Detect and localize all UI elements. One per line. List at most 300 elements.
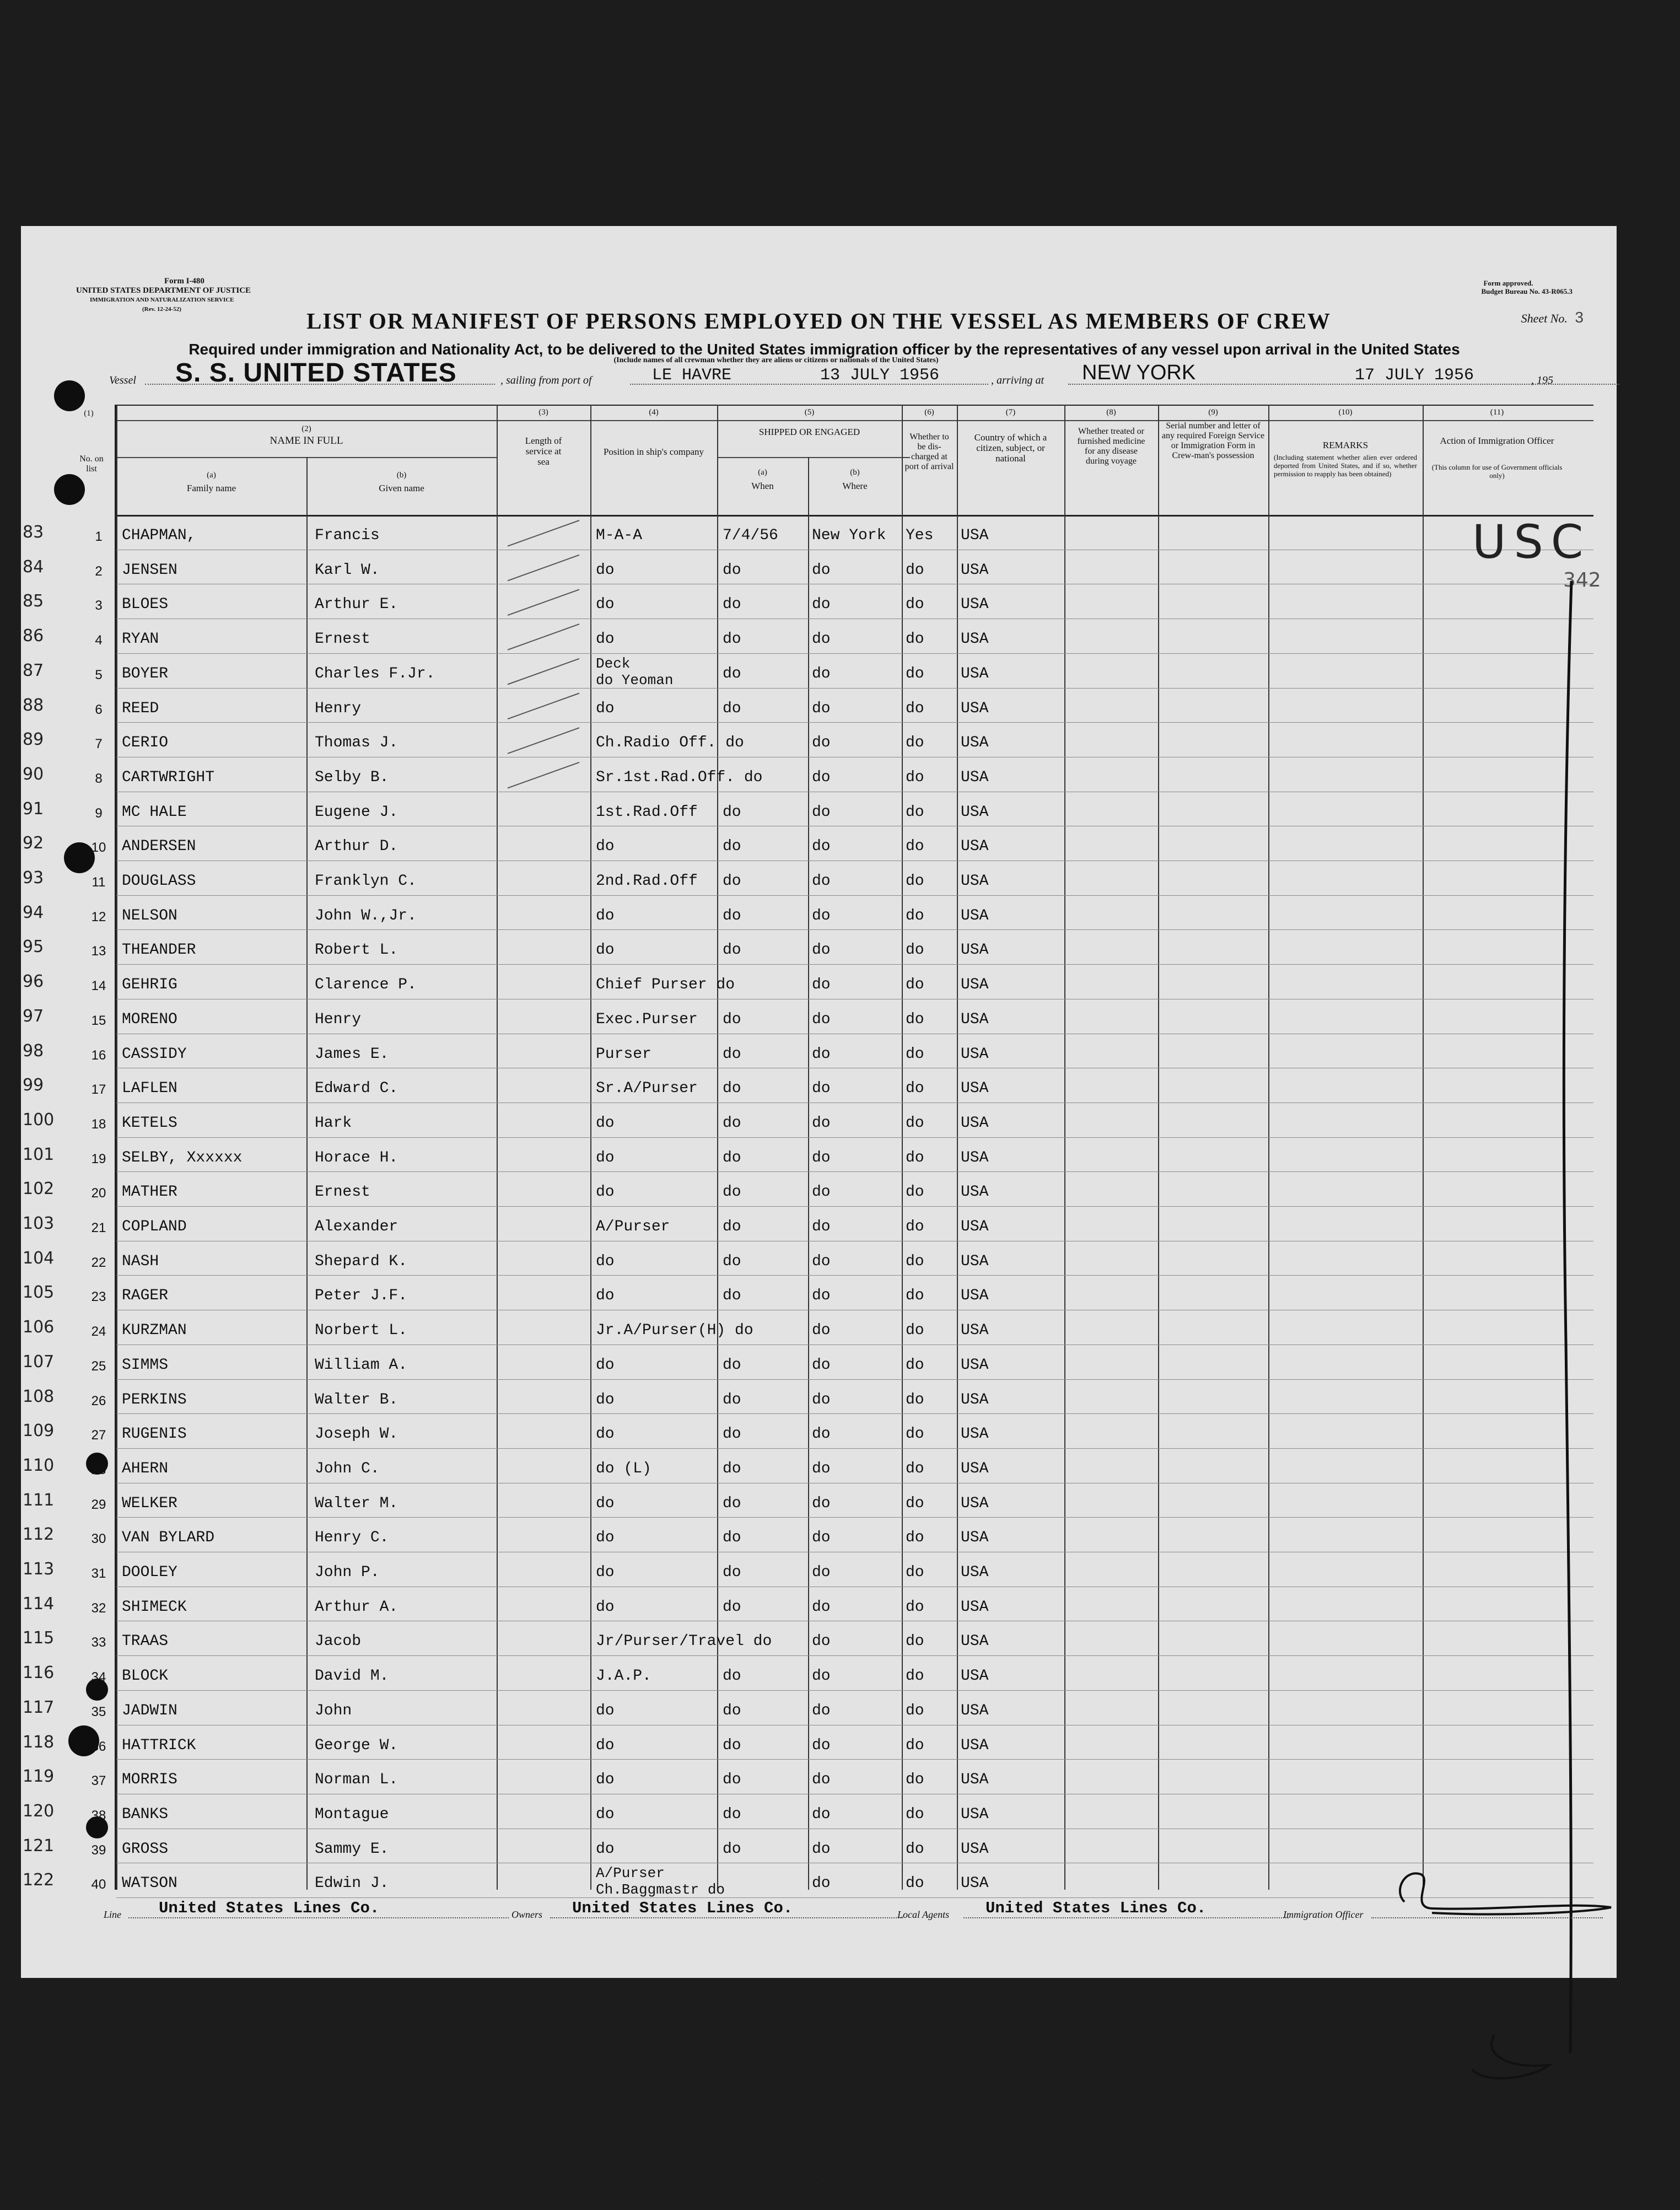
- col9-header: Serial number and letter of any required Foreign Service or Immigration Form in Crew-man's possession: [1161, 421, 1265, 460]
- cell-position: do: [596, 1252, 615, 1270]
- cell-country: USA: [961, 1010, 989, 1028]
- cell-given: Selby B.: [315, 768, 389, 786]
- cell-where: do: [812, 838, 831, 856]
- cell-position: do: [596, 1494, 615, 1512]
- col5b-number: (b): [850, 468, 860, 477]
- cell-no: 1: [95, 529, 103, 544]
- cell-where: do: [812, 976, 831, 994]
- approval-line-1: Form approved.: [1483, 279, 1533, 287]
- table-row: [23, 757, 1593, 792]
- cell-country: USA: [961, 1356, 989, 1374]
- cell-family: VAN BYLARD: [122, 1529, 215, 1547]
- cell-no: 10: [91, 840, 106, 856]
- table-row: [23, 1725, 1593, 1760]
- cell-given: Henry: [315, 1010, 362, 1028]
- date-to: 17 JULY 1956: [1355, 366, 1474, 385]
- col8-header: Whether treated or furnished medicine for any disease during voyage: [1077, 427, 1145, 466]
- cell-family: LAFLEN: [122, 1080, 177, 1098]
- cell-given: Norman L.: [315, 1771, 399, 1789]
- table-row: [23, 1552, 1593, 1587]
- cell-position: A/Purser: [596, 1218, 670, 1235]
- cell-given: Joseph W.: [315, 1426, 399, 1443]
- crew-table: [23, 405, 1601, 1899]
- cell-family: CERIO: [122, 734, 169, 752]
- cell-discharged: do: [906, 1564, 924, 1581]
- col2-header: NAME IN FULL: [270, 435, 343, 447]
- cell-when: do: [723, 1702, 741, 1719]
- cell-position: do: [596, 1184, 615, 1201]
- cell-margin: 122: [23, 1870, 55, 1890]
- cell-country: USA: [961, 561, 989, 579]
- cell-no: 18: [91, 1116, 106, 1132]
- cell-discharged: do: [906, 596, 924, 614]
- sheet-label: Sheet No.: [1521, 311, 1568, 325]
- cell-no: 15: [91, 1013, 106, 1028]
- cell-where: do: [812, 1771, 831, 1789]
- cell-position: do: [596, 1702, 615, 1719]
- cell-where: do: [812, 1702, 831, 1719]
- table-row: [23, 1517, 1593, 1552]
- col6-number: (6): [924, 408, 934, 417]
- cell-position: 2nd.Rad.Off: [596, 873, 698, 890]
- cell-given: Alexander: [315, 1218, 399, 1235]
- cell-position: Jr.A/Purser(H) do: [596, 1322, 753, 1340]
- cell-discharged: do: [906, 907, 924, 924]
- cell-country: USA: [961, 907, 989, 924]
- table-row: [23, 895, 1593, 930]
- col2b-number: (b): [396, 471, 407, 480]
- cell-country: USA: [961, 1564, 989, 1581]
- cell-where: do: [812, 1875, 831, 1892]
- cell-discharged: do: [906, 1426, 924, 1443]
- cell-no: 12: [91, 909, 106, 924]
- cell-no: 27: [91, 1428, 106, 1443]
- cell-given: James E.: [315, 1045, 389, 1063]
- cell-where: do: [812, 803, 831, 821]
- cell-family: TRAAS: [122, 1633, 169, 1650]
- cell-discharged: do: [906, 1494, 924, 1512]
- cell-position: Exec.Purser: [596, 1010, 698, 1028]
- cell-given: Montague: [315, 1805, 389, 1823]
- cell-position: A/Purser: [596, 1865, 665, 1882]
- cell-no: 13: [91, 944, 106, 959]
- cell-country: USA: [961, 768, 989, 786]
- cell-margin: 94: [23, 902, 44, 922]
- col5a-header: When: [751, 481, 774, 491]
- cell-margin: 116: [23, 1663, 55, 1683]
- cell-margin: 97: [23, 1006, 44, 1026]
- table-row: [23, 999, 1593, 1034]
- cell-discharged: do: [906, 1149, 924, 1166]
- cell-no: 31: [91, 1566, 106, 1581]
- cell-when: do: [723, 1080, 741, 1098]
- cell-margin: 107: [23, 1352, 55, 1372]
- port-from: LE HAVRE: [652, 366, 732, 385]
- cell-family: MORRIS: [122, 1771, 177, 1789]
- sheet-value: 3: [1575, 309, 1584, 326]
- cell-given: Sammy E.: [315, 1840, 389, 1858]
- cell-no: 23: [91, 1289, 106, 1305]
- cell-where: do: [812, 768, 831, 786]
- cell-given: Edwin J.: [315, 1875, 389, 1892]
- cell-discharged: do: [906, 1322, 924, 1340]
- cell-when: do: [723, 700, 741, 717]
- cell-country: USA: [961, 1149, 989, 1166]
- sailing-label: , sailing from port of: [500, 374, 592, 386]
- cell-when: do: [723, 665, 741, 682]
- cell-position: do: [596, 1287, 615, 1305]
- cell-position: do: [596, 561, 615, 579]
- cell-family: BLOES: [122, 596, 169, 614]
- cell-family: JENSEN: [122, 561, 177, 579]
- cell-family: MATHER: [122, 1184, 177, 1201]
- cell-position: Chief Purser do: [596, 976, 735, 994]
- cell-family: HATTRICK: [122, 1736, 196, 1754]
- cell-where: do: [812, 942, 831, 959]
- col6-header: Whether to be dis-charged at port of arrival: [904, 432, 954, 471]
- cell-country: USA: [961, 1668, 989, 1685]
- cell-no: 7: [95, 736, 103, 752]
- col2-number: (2): [301, 424, 311, 433]
- cell-given: Arthur A.: [315, 1598, 399, 1616]
- cell-when: do: [723, 596, 741, 614]
- cell-no: 9: [95, 805, 103, 821]
- arriving-label: , arriving at: [991, 374, 1044, 386]
- cell-country: USA: [961, 1840, 989, 1858]
- cell-country: USA: [961, 700, 989, 717]
- table-row: [23, 1068, 1593, 1103]
- cell-family: CHAPMAN,: [122, 527, 196, 544]
- cell-margin: 111: [23, 1490, 55, 1510]
- port-to: NEW YORK: [1082, 361, 1196, 384]
- cell-position: M-A-A: [596, 527, 643, 544]
- cell-country: USA: [961, 1702, 989, 1719]
- cell-family: RAGER: [122, 1287, 169, 1305]
- table-row: [23, 1690, 1593, 1725]
- cell-discharged: do: [906, 803, 924, 821]
- cell-family: BLOCK: [122, 1668, 169, 1685]
- cell-discharged: do: [906, 1805, 924, 1823]
- cell-when: do: [723, 1529, 741, 1547]
- cell-given: Robert L.: [315, 942, 399, 959]
- line-label: Line: [104, 1909, 122, 1920]
- cell-when: do: [723, 1840, 741, 1858]
- cell-no: 36: [91, 1739, 106, 1754]
- cell-country: USA: [961, 1426, 989, 1443]
- cell-margin: 96: [23, 972, 44, 992]
- col1-header: No. on list: [79, 454, 104, 474]
- cell-margin: 106: [23, 1318, 55, 1337]
- cell-margin: 98: [23, 1041, 44, 1061]
- cell-discharged: do: [906, 1529, 924, 1547]
- cell-when: do: [723, 1184, 741, 1201]
- line-value: United States Lines Co.: [159, 1899, 380, 1917]
- cell-when: do: [723, 942, 741, 959]
- department: UNITED STATES DEPARTMENT OF JUSTICE: [76, 286, 251, 295]
- cell-margin: 102: [23, 1179, 55, 1199]
- cell-country: USA: [961, 631, 989, 648]
- cell-position2: Ch.Baggmastr do: [596, 1881, 725, 1899]
- cell-family: THEANDER: [122, 942, 196, 959]
- cell-no: 39: [91, 1842, 106, 1858]
- cell-where: do: [812, 1529, 831, 1547]
- cell-no: 4: [95, 633, 103, 648]
- cell-discharged: do: [906, 1184, 924, 1201]
- cell-where: do: [812, 1391, 831, 1408]
- table-row: [23, 792, 1593, 826]
- table-row: [23, 1483, 1593, 1518]
- table-row: [23, 1794, 1593, 1829]
- form-number: Form I-480: [164, 277, 204, 286]
- cell-no: 22: [91, 1255, 106, 1270]
- col3-number: (3): [539, 408, 548, 417]
- cell-given: Charles F.Jr.: [315, 665, 435, 682]
- table-row: [23, 1103, 1593, 1137]
- table-row: [23, 929, 1593, 964]
- cell-discharged: do: [906, 700, 924, 717]
- cell-discharged: do: [906, 1114, 924, 1132]
- cell-discharged: do: [906, 631, 924, 648]
- cell-margin: 100: [23, 1110, 55, 1130]
- cell-margin: 118: [23, 1732, 55, 1752]
- table-row: [23, 826, 1593, 861]
- col4-header: Position in ship's company: [603, 447, 704, 457]
- cell-when: do: [723, 803, 741, 821]
- cell-where: do: [812, 1668, 831, 1685]
- cell-no: 11: [91, 875, 106, 890]
- cell-given: Ernest: [315, 1184, 370, 1201]
- cell-when: do: [723, 1805, 741, 1823]
- cell-country: USA: [961, 1805, 989, 1823]
- cell-position: do: [596, 1426, 615, 1443]
- cell-position: 1st.Rad.Off: [596, 803, 698, 821]
- cell-country: USA: [961, 1252, 989, 1270]
- cell-when: do: [723, 1114, 741, 1132]
- col7-header: Country of which a citizen, subject, or national: [974, 432, 1047, 464]
- cell-when: do: [723, 1252, 741, 1270]
- owners-label: Owners: [511, 1909, 543, 1920]
- table-row: [23, 550, 1593, 584]
- cell-family: CARTWRIGHT: [122, 768, 215, 786]
- cell-no: 3: [95, 598, 103, 614]
- cell-given: Shepard K.: [315, 1252, 408, 1270]
- cell-country: USA: [961, 527, 989, 544]
- table-row: [23, 1137, 1593, 1172]
- cell-when: do: [723, 631, 741, 648]
- cell-discharged: do: [906, 561, 924, 579]
- cell-family: MORENO: [122, 1010, 177, 1028]
- cell-no: 24: [91, 1324, 106, 1340]
- cell-margin: 117: [23, 1697, 55, 1717]
- cell-discharged: do: [906, 1736, 924, 1754]
- cell-when: do: [723, 1218, 741, 1235]
- col10-number: (10): [1338, 408, 1353, 417]
- voyage-details: [43, 356, 1586, 389]
- cell-margin: 110: [23, 1455, 55, 1475]
- col10-header: REMARKS: [1322, 440, 1369, 450]
- cell-where: do: [812, 1287, 831, 1305]
- cell-when: do: [723, 1668, 741, 1685]
- cell-country: USA: [961, 1114, 989, 1132]
- cell-family: KETELS: [122, 1114, 177, 1132]
- cell-given: John C.: [315, 1460, 380, 1477]
- cell-where: do: [812, 1010, 831, 1028]
- cell-margin: 87: [23, 660, 44, 680]
- agents-value: United States Lines Co.: [986, 1899, 1207, 1917]
- cell-family: WELKER: [122, 1494, 177, 1512]
- cell-family: WATSON: [122, 1875, 177, 1892]
- cell-where: do: [812, 1252, 831, 1270]
- cell-no: 19: [91, 1151, 106, 1166]
- cell-country: USA: [961, 1391, 989, 1408]
- cell-when: do: [723, 561, 741, 579]
- table-row: [23, 1759, 1593, 1794]
- table-row: [23, 1206, 1593, 1241]
- cell-no: 28: [91, 1462, 106, 1477]
- cell-family: AHERN: [122, 1460, 169, 1477]
- col11-number: (11): [1490, 408, 1504, 417]
- cell-family: KURZMAN: [122, 1322, 187, 1340]
- cell-position: Sr.1st.Rad.Off. do: [596, 768, 763, 786]
- cell-no: 5: [95, 667, 103, 682]
- cell-where: do: [812, 1045, 831, 1063]
- cell-margin: 90: [23, 764, 44, 784]
- cell-discharged: do: [906, 1356, 924, 1374]
- col5-header: SHIPPED OR ENGAGED: [758, 427, 860, 437]
- cell-given: Walter M.: [315, 1494, 399, 1512]
- cell-margin: 101: [23, 1144, 55, 1164]
- cell-discharged: do: [906, 734, 924, 752]
- cell-position: Purser: [596, 1045, 651, 1063]
- col9-number: (9): [1208, 408, 1218, 417]
- cell-given: Eugene J.: [315, 803, 399, 821]
- cell-margin: 112: [23, 1525, 55, 1545]
- cell-where: do: [812, 665, 831, 682]
- col2a-number: (a): [207, 471, 216, 480]
- table-row: [23, 1621, 1593, 1655]
- cell-when: do: [723, 873, 741, 890]
- cell-margin: 109: [23, 1421, 55, 1441]
- cell-given: Ernest: [315, 631, 370, 648]
- include-note: (Include names of all crewman whether they are aliens or citizens or nationals of the United States): [613, 356, 939, 364]
- cell-country: USA: [961, 1875, 989, 1892]
- cell-where: do: [812, 1460, 831, 1477]
- cell-country: USA: [961, 1322, 989, 1340]
- cell-position: do (L): [596, 1460, 651, 1477]
- cell-margin: 92: [23, 834, 44, 853]
- cell-where: do: [812, 596, 831, 614]
- table-row: [23, 688, 1593, 723]
- cell-where: do: [812, 1633, 831, 1650]
- cell-position: do: [596, 1598, 615, 1616]
- cell-position: do: [596, 1391, 615, 1408]
- table-row: [23, 1310, 1593, 1345]
- cell-where: do: [812, 734, 831, 752]
- cell-where: do: [812, 1356, 831, 1374]
- cell-when: do: [723, 1771, 741, 1789]
- cell-where: do: [812, 907, 831, 924]
- manifest-footer: [76, 1891, 1608, 1924]
- col2b-header: Given name: [379, 483, 424, 493]
- cell-discharged: do: [906, 1771, 924, 1789]
- cell-position: do: [596, 1356, 615, 1374]
- vessel-label: Vessel: [109, 374, 136, 386]
- table-row: [23, 1413, 1593, 1448]
- cell-margin: 119: [23, 1767, 55, 1787]
- col11-header: Action of Immigration Officer: [1440, 435, 1554, 446]
- cell-given: David M.: [315, 1668, 389, 1685]
- col5b-header: Where: [842, 481, 868, 491]
- table-row: [23, 1171, 1593, 1206]
- cell-position: do: [596, 1529, 615, 1547]
- cell-given: Henry: [315, 700, 362, 717]
- cell-country: USA: [961, 1184, 989, 1201]
- cell-given: Arthur E.: [315, 596, 399, 614]
- cell-country: USA: [961, 1045, 989, 1063]
- owners-value: United States Lines Co.: [572, 1899, 793, 1917]
- cell-family: SELBY, Xxxxxx: [122, 1149, 243, 1166]
- officer-label: Immigration Officer: [1283, 1909, 1364, 1920]
- cell-position: do: [596, 596, 615, 614]
- cell-family: JADWIN: [122, 1702, 177, 1719]
- cell-where: do: [812, 561, 831, 579]
- table-row: [23, 1829, 1593, 1863]
- cell-when: do: [723, 1598, 741, 1616]
- cell-no: 17: [91, 1082, 106, 1098]
- cell-where: do: [812, 1322, 831, 1340]
- cell-no: 34: [91, 1670, 106, 1685]
- cell-margin: 95: [23, 937, 44, 957]
- cell-country: USA: [961, 1736, 989, 1754]
- cell-no: 6: [95, 702, 103, 717]
- cell-where: do: [812, 1426, 831, 1443]
- cell-given: Walter B.: [315, 1391, 399, 1408]
- cell-no: 38: [91, 1808, 106, 1823]
- cell-discharged: do: [906, 1080, 924, 1098]
- cell-position: Deck: [596, 655, 631, 672]
- cell-where: do: [812, 1218, 831, 1235]
- cell-when: do: [723, 1356, 741, 1374]
- cell-given: William A.: [315, 1356, 408, 1374]
- cell-position: do: [596, 907, 615, 924]
- cell-discharged: do: [906, 942, 924, 959]
- table-row: [23, 861, 1593, 895]
- cell-margin: 89: [23, 730, 44, 750]
- cell-country: USA: [961, 1080, 989, 1098]
- cell-margin: 103: [23, 1214, 55, 1233]
- cell-given: Thomas J.: [315, 734, 399, 752]
- cell-family: ANDERSEN: [122, 838, 196, 856]
- cell-margin: 114: [23, 1594, 55, 1614]
- cell-where: do: [812, 1114, 831, 1132]
- cell-given: Horace H.: [315, 1149, 399, 1166]
- cell-margin: 93: [23, 868, 44, 888]
- service-strokes: [497, 405, 590, 1783]
- cell-country: USA: [961, 1494, 989, 1512]
- cell-family: COPLAND: [122, 1218, 187, 1235]
- cell-discharged: do: [906, 1633, 924, 1650]
- cell-family: RUGENIS: [122, 1426, 187, 1443]
- approval-block: [1481, 279, 1573, 295]
- cell-family: RYAN: [122, 631, 159, 648]
- punch-hole: [54, 474, 85, 505]
- col3-header: Length of service at sea: [525, 435, 562, 467]
- cell-given: Edward C.: [315, 1080, 399, 1098]
- cell-position: do: [596, 838, 615, 856]
- cell-position: do: [596, 1564, 615, 1581]
- cell-margin: 121: [23, 1836, 55, 1856]
- cell-margin: 113: [23, 1560, 55, 1579]
